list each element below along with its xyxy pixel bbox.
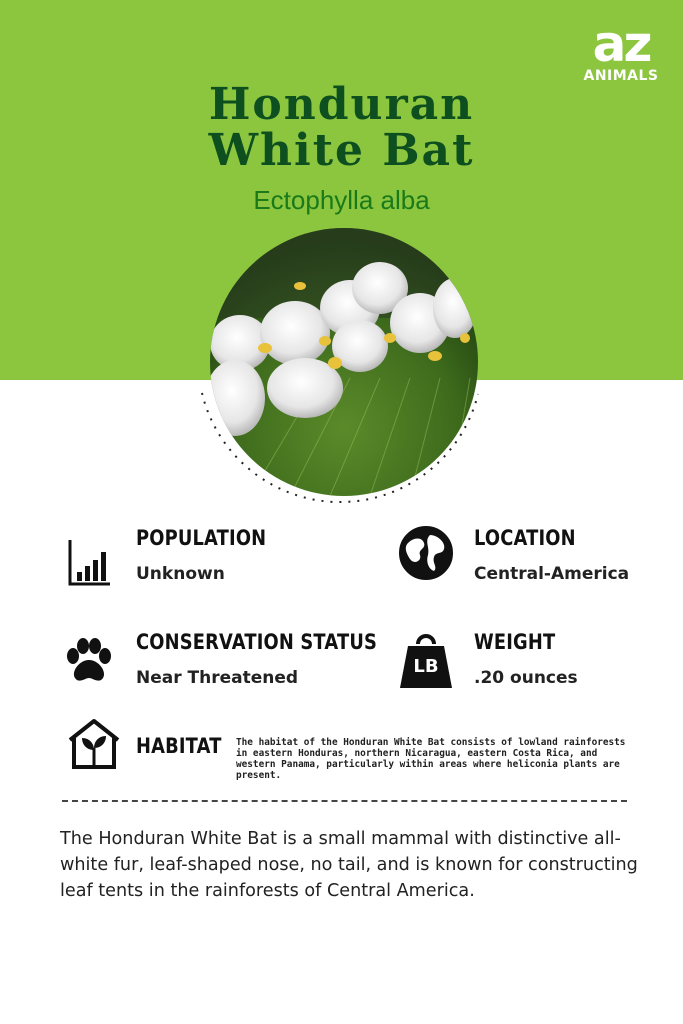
conservation-value: Near Threatened bbox=[136, 668, 299, 688]
title-line-2: White Bat bbox=[208, 125, 475, 176]
conservation-label: CONSERVATION STATUS bbox=[136, 630, 378, 654]
weight-badge-text: LB bbox=[413, 656, 439, 677]
bar-chart-icon bbox=[68, 538, 112, 586]
logo-animals-text: ANIMALS bbox=[583, 68, 659, 84]
page-title bbox=[0, 79, 683, 176]
weight-value: .20 ounces bbox=[474, 668, 578, 688]
species-description: The Honduran White Bat is a small mammal with distinctive all-white fur, leaf-shaped nose, no tail, and is known for constructing leaf tents in the rainforests of Central America. bbox=[60, 829, 638, 901]
logo-az-text: az bbox=[592, 15, 650, 73]
paw-icon bbox=[65, 638, 113, 684]
dashed-divider bbox=[62, 800, 627, 802]
location-value: Central-America bbox=[474, 564, 630, 584]
globe-icon bbox=[398, 525, 454, 581]
az-animals-logo[interactable] bbox=[578, 15, 664, 88]
location-label: LOCATION bbox=[474, 526, 576, 550]
weight-label: WEIGHT bbox=[474, 630, 556, 654]
scientific-name: Ectophylla alba bbox=[253, 185, 430, 215]
population-label: POPULATION bbox=[136, 526, 267, 550]
house-plant-icon bbox=[66, 718, 122, 770]
weight-icon bbox=[398, 630, 454, 690]
bat-photo bbox=[210, 228, 478, 496]
habitat-description: The habitat of the Honduran White Bat consists of lowland rainforests in eastern Honduras, northern Nicaragua, eastern Costa Rica, and western Panama, particularly within areas where heliconia plants are present. bbox=[236, 737, 626, 781]
habitat-label: HABITAT bbox=[136, 734, 222, 758]
population-value: Unknown bbox=[136, 564, 225, 584]
title-line-1: Honduran bbox=[208, 79, 475, 130]
